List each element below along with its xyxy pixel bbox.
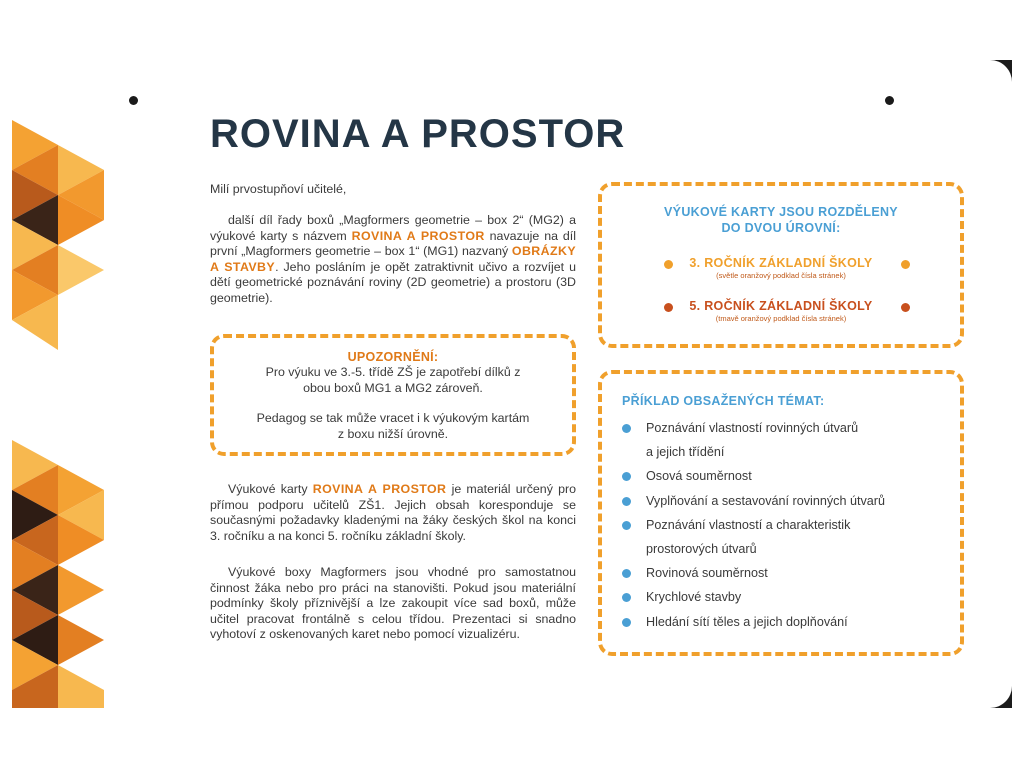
warning-line-2: Pedagog se tak může vracet i k výukovým kartám z boxu nižší úrovně.	[256, 411, 530, 441]
decorative-triangles-stripe	[12, 60, 104, 708]
greeting-text: Milí prvostupňoví učitelé,	[210, 182, 347, 196]
list-item: Osová souměrnost	[622, 464, 960, 488]
punch-hole-right	[885, 96, 894, 105]
bullet-icon	[622, 472, 631, 481]
levels-box	[598, 182, 964, 348]
list-item: Rovinová souměrnost	[622, 561, 960, 585]
level-label: 5. ROČNÍK ZÁKLADNÍ ŠKOLY	[689, 299, 873, 313]
level-item-3rd-grade	[602, 256, 960, 280]
level-sublabel: (světle oranžový podklad čísla stránek)	[716, 271, 846, 280]
list-item: Hledání sítí těles a jejich doplňování	[622, 610, 960, 634]
intro-highlight-2: OBRÁZKY A STAVBY	[210, 244, 576, 274]
topics-heading: PŘÍKLAD OBSAŽENÝCH TÉMAT:	[622, 394, 825, 408]
bullet-icon	[622, 569, 631, 578]
bullet-icon	[622, 424, 631, 433]
para2-text-1: Výukové karty	[228, 482, 313, 496]
warning-box	[210, 334, 576, 456]
levels-heading-2: DO DVOU ÚROVNÍ:	[721, 221, 841, 235]
intro-highlight-1: ROVINA A PROSTOR	[351, 228, 485, 243]
bullet-icon	[622, 593, 631, 602]
bullet-icon	[622, 618, 631, 627]
para2-text-2: je materiál určený pro přímou podporu učitelů ZŠ1. Jejich obsah koresponduje se současnými požadavky kladenými na žáky českých škol na konci 3. ročníku a na konci 5. ročníku základní školy.	[210, 482, 576, 543]
bullet-icon	[622, 497, 631, 506]
level-sublabel: (tmavě oranžový podklad čísla stránek)	[715, 314, 847, 323]
level-dot-right	[901, 260, 910, 269]
intro-text-1: další díl řady boxů „Magformers geometrie – box 2“ (MG2) a výukové karty s názvem	[210, 213, 576, 243]
intro-paragraph	[210, 213, 576, 306]
warning-heading: UPOZORNĚNÍ:	[347, 350, 439, 364]
warning-line-1: Pro výuku ve 3.-5. třídě ZŠ je zapotřebí dílků z obou boxů MG1 a MG2 zároveň.	[265, 365, 521, 395]
topics-box	[598, 370, 964, 656]
intro-text-2: navazuje na díl první „Magformers geometrie – box 1“ (MG1) nazvaný	[210, 228, 576, 258]
worksheet-card	[12, 60, 1012, 708]
para2-highlight: ROVINA A PROSTOR	[312, 482, 447, 496]
page-title: ROVINA A PROSTOR	[210, 112, 626, 156]
level-dot-left	[664, 303, 673, 312]
levels-heading-1: VÝUKOVÉ KARTY JSOU ROZDĚLENY	[664, 205, 898, 219]
list-item: Krychlové stavby	[622, 585, 960, 609]
list-item: Vyplňování a sestavování rovinných útvarů	[622, 489, 960, 513]
bullet-icon	[622, 521, 631, 530]
topics-list	[602, 416, 960, 634]
paragraph-usage	[210, 565, 576, 643]
intro-text-3: . Jeho posláním je opět zatraktivnit učivo a rozvíjet u dětí geometrické poznávání roviny (2D geometrie) a prostoru (3D geometrie).	[210, 259, 576, 305]
level-dot-left	[664, 260, 673, 269]
list-item: Poznávání vlastností a charakteristik prostorových útvarů	[622, 513, 960, 561]
punch-hole-left	[129, 96, 138, 105]
para3-text: Výukové boxy Magformers jsou vhodné pro samostatnou činnost žáka nebo pro práci na stanovišti. Pokud jsou materiální podmínky školy příznivější a lze zakoupit více sad boxů, může učitel pracovat frontálně s celou třídou. Prezentaci si snadno vyhotoví z oskenovaných karet nebo pomocí vizualizéru.	[210, 565, 576, 641]
paragraph-materials	[210, 482, 576, 544]
list-item: Poznávání vlastností rovinných útvarů a jejich třídění	[622, 416, 960, 464]
level-label: 3. ROČNÍK ZÁKLADNÍ ŠKOLY	[689, 256, 873, 270]
level-item-5th-grade	[602, 299, 960, 323]
level-dot-right	[901, 303, 910, 312]
